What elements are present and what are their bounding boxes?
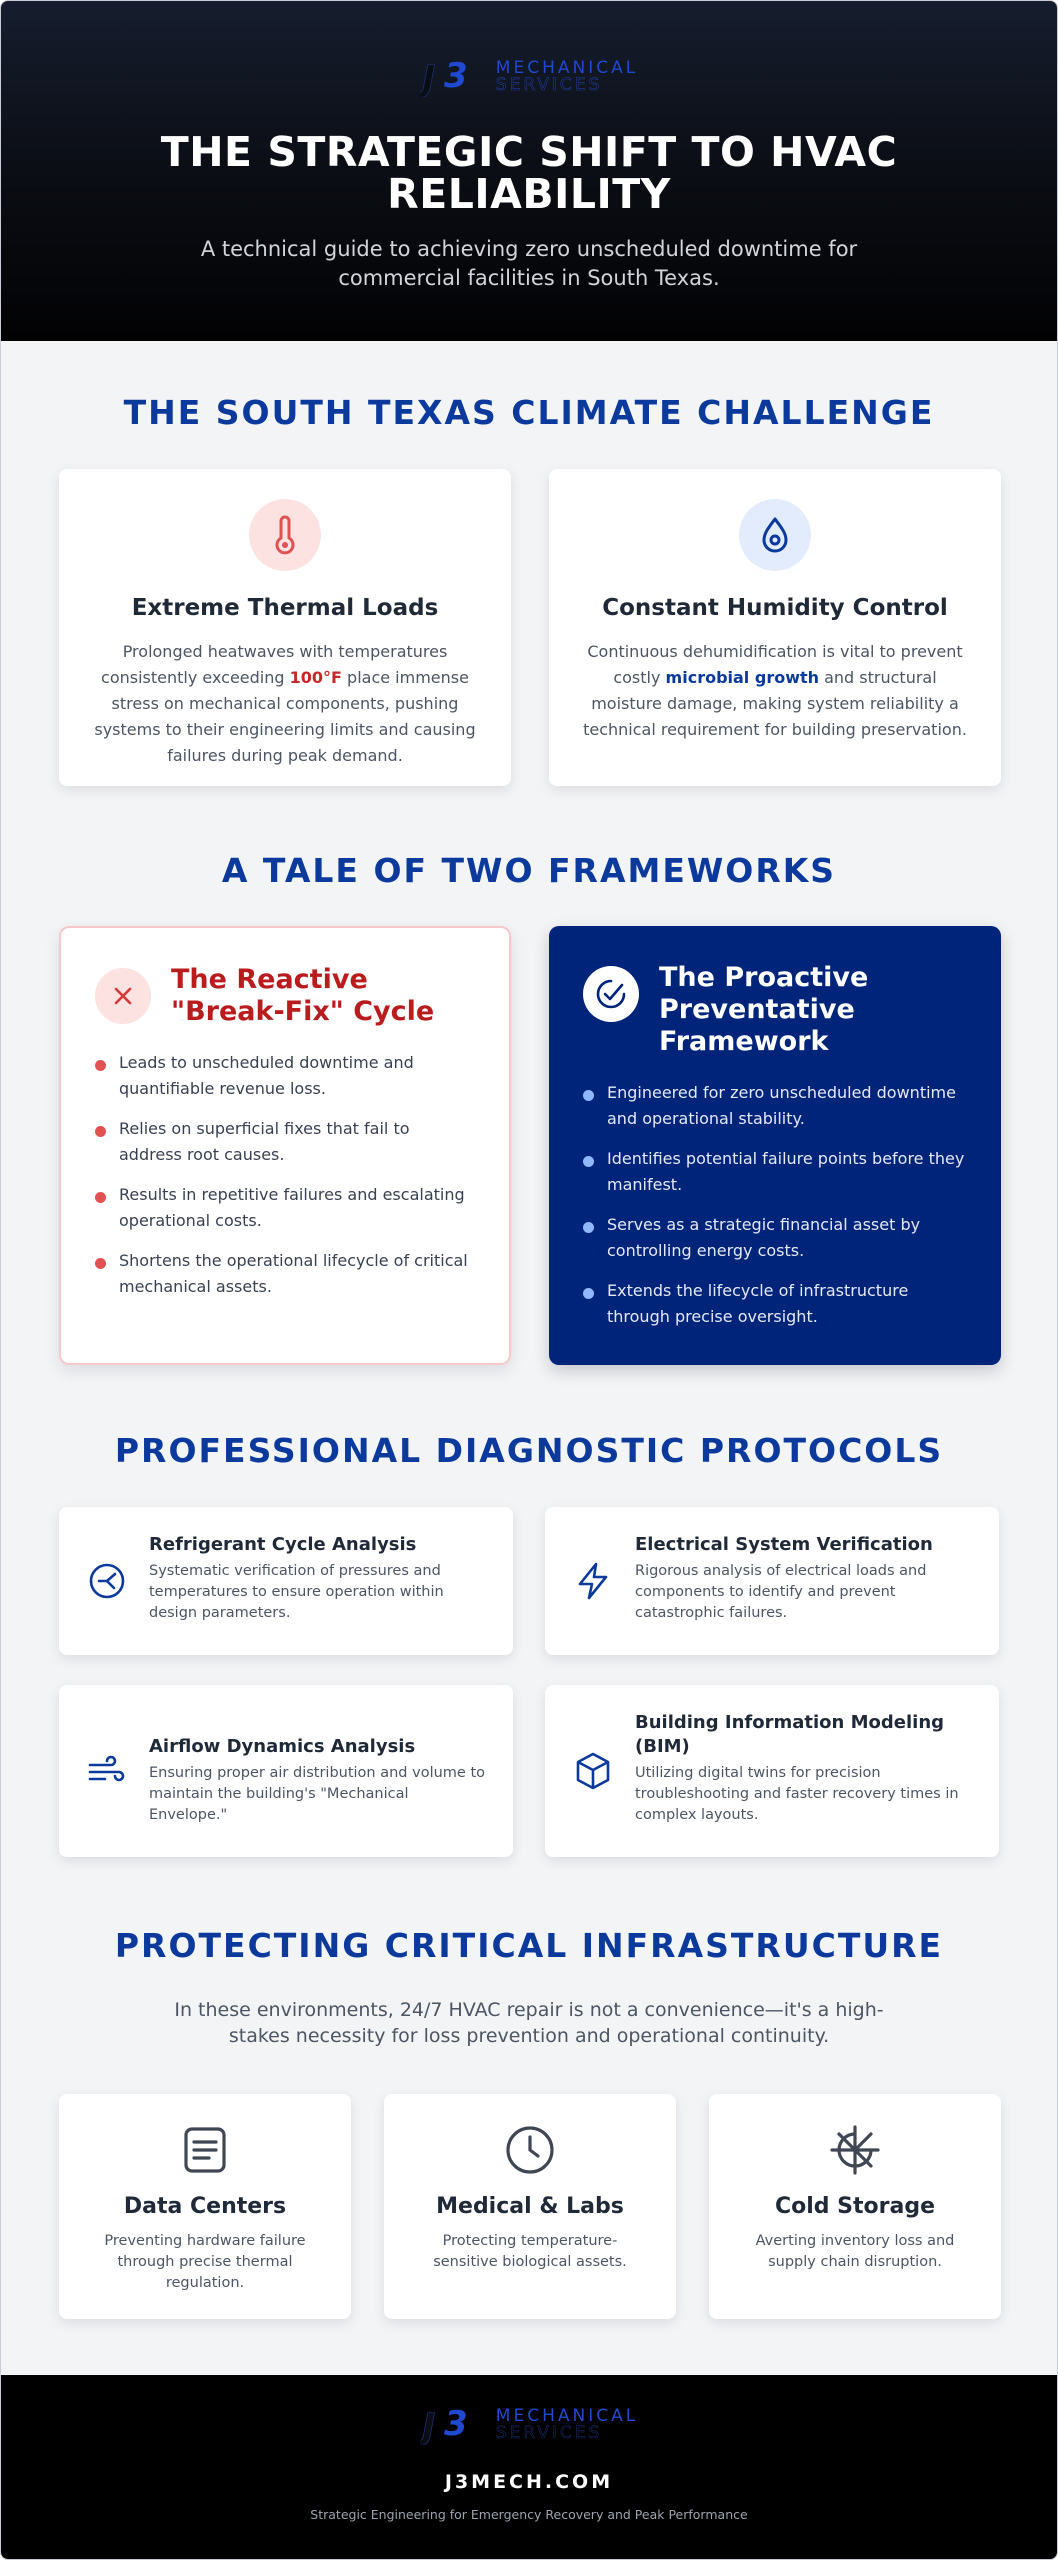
check-badge-icon [583,966,639,1022]
infrastructure-title: Cold Storage [774,2194,936,2219]
thermometer-icon [249,499,321,571]
list-item: Results in repetitive failures and escalating operational costs. [95,1182,475,1234]
lightning-icon [571,1559,615,1603]
proactive-list [583,1080,967,1330]
cube-icon [571,1749,615,1793]
diagnostic-card-bim [545,1685,999,1857]
brand-logo[interactable] [420,57,638,97]
list-item: Serves as a strategic financial asset by controlling energy costs. [583,1212,967,1264]
diagnostic-title: Building Information Modeling (BIM) [635,1712,945,1757]
diagnostic-title: Electrical System Verification [635,1534,933,1555]
logo-wordmark [496,2408,638,2442]
infrastructure-body: Protecting temperature-sensitive biological assets. [433,2233,627,2270]
infrastructure-card-medical [384,2094,676,2319]
highlight-temperature: 100°F [289,668,342,687]
diagnostics-section [1,1431,1057,1823]
climate-card-body: Prolonged heatwaves with temperatures consistently exceeding 100°F place immense stress on mechanical components, pushing systems to their engineering limits and causing failures during peak demand. [94,642,476,765]
list-item: Relies on superficial fixes that fail to address root causes. [95,1116,475,1168]
logo-mark [420,57,490,97]
logo-line-mechanical: MECHANICAL [495,58,639,78]
frameworks-section [1,851,1057,1326]
reactive-framework-card [59,926,511,1365]
footer-website-link[interactable]: J3MECH.COM [444,2471,614,2493]
page-title: THE STRATEGIC SHIFT TO HVAC RELIABILITY [160,128,898,218]
wind-icon [85,1749,129,1793]
list-item: Engineered for zero unscheduled downtime and operational stability. [583,1080,967,1132]
svg-text:3: 3 [443,2405,468,2444]
climate-card-thermal [59,469,511,786]
diagnostic-card-refrigerant [59,1507,513,1655]
svg-text:3: 3 [443,57,468,96]
diagnostic-body: Ensuring proper air distribution and volume to maintain the building's "Mechanical Envelope." [149,1765,485,1823]
logo-wordmark [496,60,638,94]
frameworks-section-title: A TALE OF TWO FRAMEWORKS [221,851,837,890]
diagnostic-body: Utilizing digital twins for precision troubleshooting and faster recovery times in complex layouts. [635,1765,959,1823]
climate-section [1,393,1057,765]
climate-cards [59,469,1001,786]
droplet-icon [739,499,811,571]
logo-line-services: SERVICES [495,75,603,95]
infrastructure-card-data-centers [59,2094,351,2319]
svg-text:J: J [421,2407,436,2445]
infrastructure-title: Medical & Labs [436,2194,624,2219]
proactive-framework-card [549,926,1001,1365]
list-item: Extends the lifecycle of infrastructure through precise oversight. [583,1278,967,1330]
highlight-microbial: microbial growth [665,668,820,687]
close-icon [95,968,151,1024]
diagnostic-card-airflow [59,1685,513,1857]
infrastructure-section [1,1926,1057,2291]
gauge-icon [85,1559,129,1603]
climate-section-title: THE SOUTH TEXAS CLIMATE CHALLENGE [123,393,935,432]
logo-line-mechanical: MECHANICAL [495,2406,639,2426]
infrastructure-body: Preventing hardware failure through precise thermal regulation. [104,2233,306,2291]
diagnostic-title: Refrigerant Cycle Analysis [149,1534,417,1555]
climate-card-title: Constant Humidity Control [602,595,948,621]
infrastructure-body: Averting inventory loss and supply chain disruption. [755,2233,955,2270]
hero-header [1,1,1057,341]
snowflake-icon [709,2124,1001,2180]
logo-line-services: SERVICES [495,2423,603,2443]
footer-tagline: Strategic Engineering for Emergency Recovery and Peak Performance [310,2507,748,2522]
list-item: Leads to unscheduled downtime and quantifiable revenue loss. [95,1050,475,1102]
proactive-title: The Proactive Preventative Framework [659,962,869,1057]
infrastructure-card-cold-storage [709,2094,1001,2319]
footer-logo[interactable] [420,2405,638,2445]
page-subtitle: A technical guide to achieving zero unscheduled downtime for commercial facilities in South Texas. [200,237,858,290]
clock-icon [384,2124,676,2180]
diagnostic-body: Rigorous analysis of electrical loads and components to identify and prevent catastrophic failures. [635,1563,927,1621]
diagnostic-body: Systematic verification of pressures and temperatures to ensure operation within design parameters. [149,1563,444,1621]
reactive-list [95,1050,475,1300]
infrastructure-subtitle: In these environments, 24/7 HVAC repair is not a convenience—it's a high-stakes necessity for loss prevention and operational continuity. [174,1999,884,2047]
svg-text:J: J [421,59,436,97]
diagnostic-title: Airflow Dynamics Analysis [149,1736,416,1757]
diagnostic-card-electrical [545,1507,999,1655]
list-item: Identifies potential failure points before they manifest. [583,1146,967,1198]
logo-mark [420,2405,490,2445]
server-icon [59,2124,351,2180]
diagnostics-section-title: PROFESSIONAL DIAGNOSTIC PROTOCOLS [114,1431,944,1470]
climate-card-body: Continuous dehumidification is vital to prevent costly microbial growth and structural moisture damage, making system reliability a technical requirement for building preservation. [583,642,967,739]
list-item: Shortens the operational lifecycle of critical mechanical assets. [95,1248,475,1300]
infrastructure-section-title: PROTECTING CRITICAL INFRASTRUCTURE [114,1926,944,1965]
page-footer [1,2375,1057,2560]
climate-card-title: Extreme Thermal Loads [131,595,439,621]
infrastructure-title: Data Centers [123,2194,287,2219]
reactive-title: The Reactive "Break-Fix" Cycle [171,964,435,1027]
climate-card-humidity [549,469,1001,786]
